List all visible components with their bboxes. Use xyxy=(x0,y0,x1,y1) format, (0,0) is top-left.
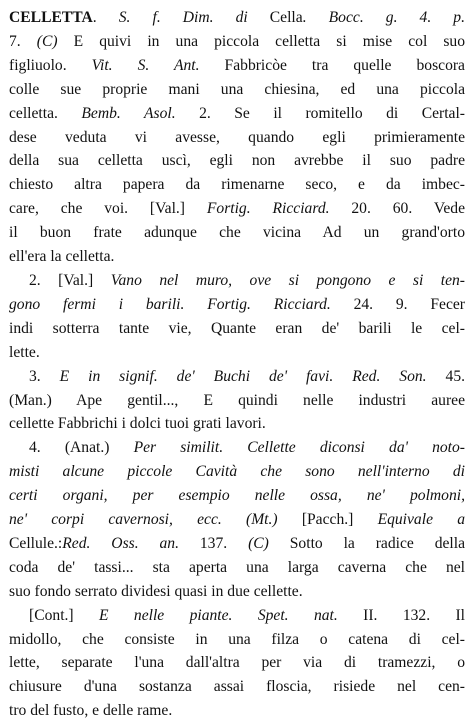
italic-run: S. f. Dim. di xyxy=(96,9,270,26)
text-line xyxy=(9,317,465,341)
italic-run: gono fermi i barili. Fortig. Ricciard. xyxy=(9,295,331,313)
italic-run: Per similit. Cellette diconsi da' noto- xyxy=(133,439,465,457)
text-run: 2. [Val.] xyxy=(29,271,111,289)
italic-run: Equivale a xyxy=(377,511,465,529)
text-line xyxy=(9,675,465,699)
italic-run: (C) xyxy=(248,534,269,552)
text-line xyxy=(9,604,465,628)
italic-run: E nelle piante. Spet. nat. xyxy=(99,606,338,624)
text-line xyxy=(9,197,465,221)
text-run: della sua celletta uscì, egli non avrebbe il suo padre xyxy=(9,152,465,170)
text-run: dese veduta vi avesse, quando egli primieramente xyxy=(9,128,465,146)
italic-run: Vit. S. Ant. xyxy=(91,56,200,74)
text-run: [Cont.] xyxy=(29,606,99,624)
text-run: . xyxy=(92,9,97,26)
text-line xyxy=(9,699,465,723)
text-line xyxy=(9,30,465,54)
text-run: 24. 9. Fecer xyxy=(330,295,465,313)
text-line xyxy=(9,54,465,78)
text-line xyxy=(9,628,465,652)
text-line xyxy=(9,484,465,508)
text-line xyxy=(9,293,465,317)
text-run: figliuolo. xyxy=(9,56,92,74)
italic-run: Fortig. Ricciard. xyxy=(206,200,330,218)
text-line xyxy=(9,341,465,365)
text-line xyxy=(9,126,465,150)
italic-run: Red. Oss. an. xyxy=(62,534,179,552)
text-run: (Man.) Ape gentil..., E quindi nelle industri auree xyxy=(9,391,465,409)
text-run: E quivi in una piccola celletta si mise col suo xyxy=(57,32,465,50)
italic-run: E in signif. de' Buchi de' favi. Red. Son. xyxy=(59,367,427,385)
text-line xyxy=(9,102,465,126)
text-run: Cella xyxy=(269,9,303,26)
text-run: 4. (Anat.) xyxy=(29,439,134,457)
sense-paragraph xyxy=(9,436,465,603)
text-run: 2. Se il romitello di Certal- xyxy=(175,104,465,122)
text-run: coda de' tassi... sta aperta una larga caverna che nel xyxy=(9,558,465,576)
text-run: colle sue proprie mani una chiesina, ed una piccola xyxy=(9,80,465,98)
text-line xyxy=(9,245,465,269)
text-line xyxy=(9,269,465,293)
italic-run: misti alcune piccole Cavità che sono nell'interno di xyxy=(9,463,465,481)
text-run: suo fondo serrato dividesi quasi in due cellette. xyxy=(9,582,303,600)
text-run: tro del fusto, e delle rame. xyxy=(9,702,173,720)
text-line xyxy=(9,6,465,30)
italic-run: certi organi, per esempio nelle ossa, ne' polmoni, xyxy=(9,487,465,505)
text-line xyxy=(9,221,465,245)
text-line xyxy=(9,412,465,436)
headword: CELLETTA xyxy=(9,9,93,26)
text-line xyxy=(9,508,465,532)
italic-run: . Bocc. g. 4. p. xyxy=(302,9,465,26)
text-line xyxy=(9,460,465,484)
text-run: indi sotterra tante vie, Quante eran de' barili le cel- xyxy=(9,319,465,337)
text-run: chiusure d'una sostanza assai floscia, risiede nel cen- xyxy=(9,678,465,696)
italic-run: Vano nel muro, ove si pongono e si ten- xyxy=(110,271,465,289)
sense-paragraph xyxy=(9,365,465,437)
text-run: il buon frate adunque che vicina Ad un grand'orto xyxy=(9,224,465,242)
text-line xyxy=(9,580,465,604)
sense-list xyxy=(9,269,465,723)
text-run: Sotto la radice della xyxy=(268,534,465,552)
italic-run: ne' corpi cavernosi, ecc. (Mt.) xyxy=(9,511,278,529)
italic-run: Bemb. Asol. xyxy=(81,104,176,122)
entry-celletta xyxy=(9,6,465,269)
text-run: care, che voi. [Val.] xyxy=(9,200,207,218)
text-run: 20. 60. Vede xyxy=(329,200,465,218)
text-run: 3. xyxy=(29,367,60,385)
text-line xyxy=(9,532,465,556)
text-run: 137. xyxy=(179,534,249,552)
text-line xyxy=(9,389,465,413)
text-line xyxy=(9,173,465,197)
text-run: II. 132. Il xyxy=(337,606,465,624)
text-run: chiesto altra papera da rimenarne seco, e da imbec- xyxy=(9,176,465,194)
sense-paragraph xyxy=(9,269,465,365)
text-run: lette, separate l'una dall'altra per via di tramezzi, o xyxy=(9,654,465,672)
text-run: celletta. xyxy=(9,104,82,122)
text-run: [Pacch.] xyxy=(277,511,378,529)
text-run: midollo, che consiste in una filza o catena di cel- xyxy=(9,630,465,648)
text-run: ell'era la celletta. xyxy=(9,248,115,266)
text-line xyxy=(9,436,465,460)
italic-run: (C) xyxy=(36,32,58,50)
text-run: 45. xyxy=(426,367,465,385)
text-run: cellette Fabbrichi i dolci tuoi grati lavori. xyxy=(9,415,266,433)
sense-paragraph xyxy=(9,604,465,723)
text-run: lette. xyxy=(9,343,40,361)
text-line xyxy=(9,78,465,102)
text-run: 7. xyxy=(9,32,37,50)
text-run: Cellule.: xyxy=(9,534,63,552)
text-run: Fabbricòe tra quelle boscora xyxy=(199,56,465,74)
entry-paragraph xyxy=(9,6,465,269)
text-line xyxy=(9,365,465,389)
text-line xyxy=(9,651,465,675)
text-line xyxy=(9,556,465,580)
text-line xyxy=(9,149,465,173)
